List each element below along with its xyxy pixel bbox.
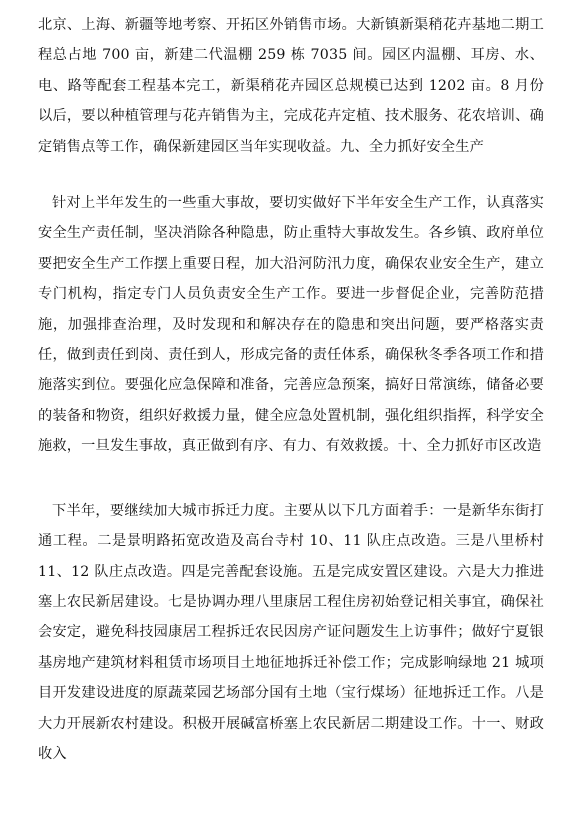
paragraph-planting-and-safety-heading: 北京、上海、新疆等地考察、开拓区外销售市场。大新镇新渠稍花卉基地二期工程总占地 700 亩，新建二代温棚 259 栋 7035 间。园区内温棚、耳房、水、电、路等配套工程基本完工，新渠稍花卉园区总规模已达到 1202 亩。8 月份以后，要以种植管理与花卉销售为主，完成花卉定植、技术服务、花农培训、确定销售点等工作，确保新建园区当年实现收益。九、全力抓好安全生产 bbox=[38, 17, 544, 155]
paragraph-spacer bbox=[38, 162, 544, 188]
paragraph-urban-renovation: 下半年，要继续加大城市拆迁力度。主要从以下几方面着手：一是新华东街打通工程。二是景明路拓宽改造及高台寺村 10、11 队庄点改造。三是八里桥村 11、12 队庄点改造。四是完善配套设施。五是完成安置区建设。六是大力推进塞上农民新居建设。七是协调办理八里康居工程住房初始登记相关事宜，确保社会安定，避免科技园康居工程拆迁农民因房产证问题发生上访事件；做好宁夏银基房地产建筑材料租赁市场项目土地征地拆迁补偿工作；完成影响绿地 21 城项目开发建设进度的原蔬菜园艺场部分国有土地（宝行煤场）征地拆迁工作。八是大力开展新农村建设。积极开展碱富桥塞上农民新居二期建设工作。十一、财政收入 bbox=[38, 502, 544, 762]
document-page bbox=[38, 10, 544, 769]
paragraph-safety-production: 针对上半年发生的一些重大事故，要切实做好下半年安全生产工作，认真落实安全生产责任制，坚决消除各种隐患，防止重特大事故发生。各乡镇、政府单位要把安全生产工作摆上重要日程，加大沿河防汛力度，确保农业安全生产，建立专门机构，指定专门人员负责安全生产工作。要进一步督促企业，完善防范措施，加强排查治理，及时发现和和解决存在的隐患和突出问题，要严格落实责任，做到责任到岗、责任到人，形成完备的责任体系，确保秋冬季各项工作和措施落实到位。要强化应急保障和准备，完善应急预案，搞好日常演练，储备必要的装备和物资，组织好救援力量，健全应急处置机制，强化组织指挥，科学安全施救，一旦发生事故，真正做到有序、有力、有效救援。十、全力抓好市区改造 bbox=[38, 195, 544, 455]
paragraph-spacer bbox=[38, 462, 544, 496]
